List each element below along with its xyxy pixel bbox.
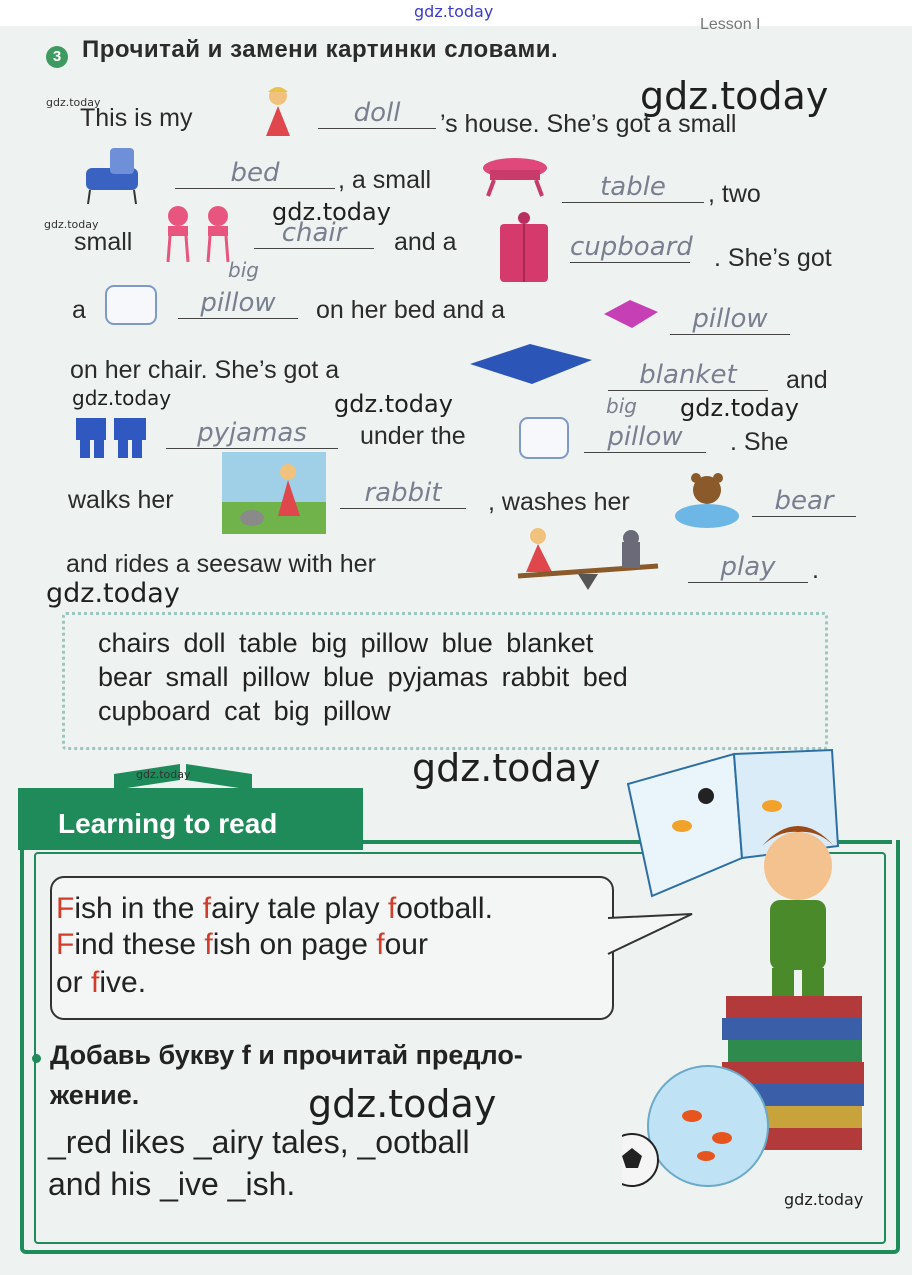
bubble-line-1-seg-5: ootball.: [396, 892, 493, 925]
answer-pillow-1: pillow: [178, 288, 298, 319]
watermark-11: gdz.today: [308, 1082, 497, 1126]
watermark-4: gdz.today: [272, 198, 391, 226]
watermark-9: gdz.today: [136, 768, 191, 781]
answer-doll: doll: [318, 98, 436, 129]
text-line-6a: under the: [360, 422, 466, 450]
bubble-line-3: [56, 966, 146, 1000]
answer-pyjamas: pyjamas: [166, 418, 338, 449]
bubble-line-2-seg-5: our: [384, 928, 428, 961]
bubble-line-2-seg-2: f: [204, 928, 213, 961]
pyjamas-picture: [72, 412, 150, 460]
rabbit-picture: [222, 452, 326, 534]
task-bullet: [32, 1054, 41, 1063]
bubble-line-1-seg-1: ish in the: [74, 892, 203, 925]
bubble-line-1: [56, 892, 493, 926]
text-line-5a: on her chair. She’s got a: [70, 356, 340, 384]
text-line-3a: small: [74, 228, 133, 256]
watermark-3: gdz.today: [44, 218, 99, 231]
text-line-1b: ’s house. She’s got a small: [440, 110, 737, 138]
answer-bed: bed: [175, 158, 335, 189]
watermark-6: gdz.today: [334, 390, 453, 418]
boy-with-book-illustration: [622, 746, 874, 1202]
text-line-8b: .: [812, 556, 819, 584]
doll-picture: [258, 84, 298, 140]
watermark-top[interactable]: gdz.today: [414, 2, 494, 21]
watermark-2: gdz.today: [640, 74, 829, 118]
bubble-line-2-seg-1: ind these: [74, 928, 205, 961]
bear-picture: [672, 464, 742, 530]
answer-chair: chair: [254, 218, 374, 249]
answer-big-1: big: [228, 258, 259, 282]
task-line-1: Добавь букву f и прочитай предло-: [50, 1040, 523, 1070]
watermark-10: gdz.today: [412, 746, 601, 790]
big-pillow-picture: [102, 280, 160, 328]
bubble-line-2: [56, 928, 428, 962]
text-line-3c: . She’s got: [714, 244, 832, 272]
answer-blanket: blanket: [608, 360, 768, 391]
text-line-7b: , washes her: [488, 488, 630, 516]
bubble-line-1-seg-4: f: [387, 892, 397, 925]
bubble-line-3-seg-0: or: [56, 966, 92, 999]
answer-play: play: [688, 552, 808, 583]
text-line-7a: walks her: [68, 486, 174, 514]
answer-cupboard: cupboard: [570, 232, 693, 262]
text-line-2b: , two: [708, 180, 761, 208]
exercise-number: 3: [46, 46, 68, 68]
text-line-4a: a: [72, 296, 86, 324]
watermark-1: gdz.today: [46, 96, 101, 109]
answer-table: table: [562, 172, 704, 203]
word-bank-row-2: bear small pillow blue pyjamas rabbit bed: [98, 662, 628, 692]
bubble-line-3-seg-1: f: [91, 966, 100, 999]
word-bank-row-1: chairs doll table big pillow blue blanket: [98, 628, 594, 658]
table-picture: [480, 156, 550, 198]
watermark-5: gdz.today: [72, 386, 172, 410]
text-line-8a: and rides a seesaw with her: [66, 550, 376, 578]
text-line-3b: and a: [394, 228, 457, 256]
answer-pillow-3: pillow: [584, 422, 706, 453]
blanket-picture: [466, 340, 596, 388]
answer-big-2: big: [606, 394, 637, 418]
text-line-4b: on her bed and a: [316, 296, 506, 324]
gap-sentence-line-2: and his _ive _ish.: [48, 1166, 296, 1202]
small-pillow-picture: [600, 296, 662, 332]
seesaw-picture: [512, 524, 668, 594]
bubble-line-3-seg-2: ive.: [99, 966, 147, 999]
answer-bear: bear: [752, 486, 856, 517]
answer-rabbit: rabbit: [340, 478, 466, 509]
bubble-line-1-seg-3: airy tale play: [211, 892, 388, 925]
bubble-line-2-seg-0: F: [56, 928, 75, 961]
learning-to-read-title: Learning to read: [58, 808, 278, 839]
bubble-line-1-seg-2: f: [202, 892, 212, 925]
watermark-12: gdz.today: [784, 1190, 864, 1209]
bubble-line-1-seg-0: F: [56, 892, 75, 925]
pillow-under-picture: [516, 412, 572, 462]
chairs-picture: [160, 202, 242, 266]
exercise-instruction: Прочитай и замени картинки словами.: [82, 36, 559, 63]
bed-picture: [80, 142, 142, 208]
task-line-2: жение.: [50, 1080, 140, 1110]
gap-sentence-line-1: _red likes _airy tales, _ootball: [48, 1124, 470, 1160]
text-line-6b: . She: [730, 428, 789, 456]
text-line-2a: , a small: [338, 166, 432, 194]
text-line-5b: and: [786, 366, 828, 394]
word-bank-row-3: cupboard cat big pillow: [98, 696, 391, 726]
bubble-line-2-seg-3: ish on page: [212, 928, 377, 961]
lesson-header: Lesson I: [700, 16, 761, 33]
cupboard-picture: [494, 210, 554, 284]
watermark-7: gdz.today: [680, 394, 799, 422]
answer-pillow-2: pillow: [670, 304, 790, 335]
text-line-1a: This is my: [80, 104, 193, 132]
bubble-line-2-seg-4: f: [376, 928, 385, 961]
watermark-8: gdz.today: [46, 578, 180, 609]
